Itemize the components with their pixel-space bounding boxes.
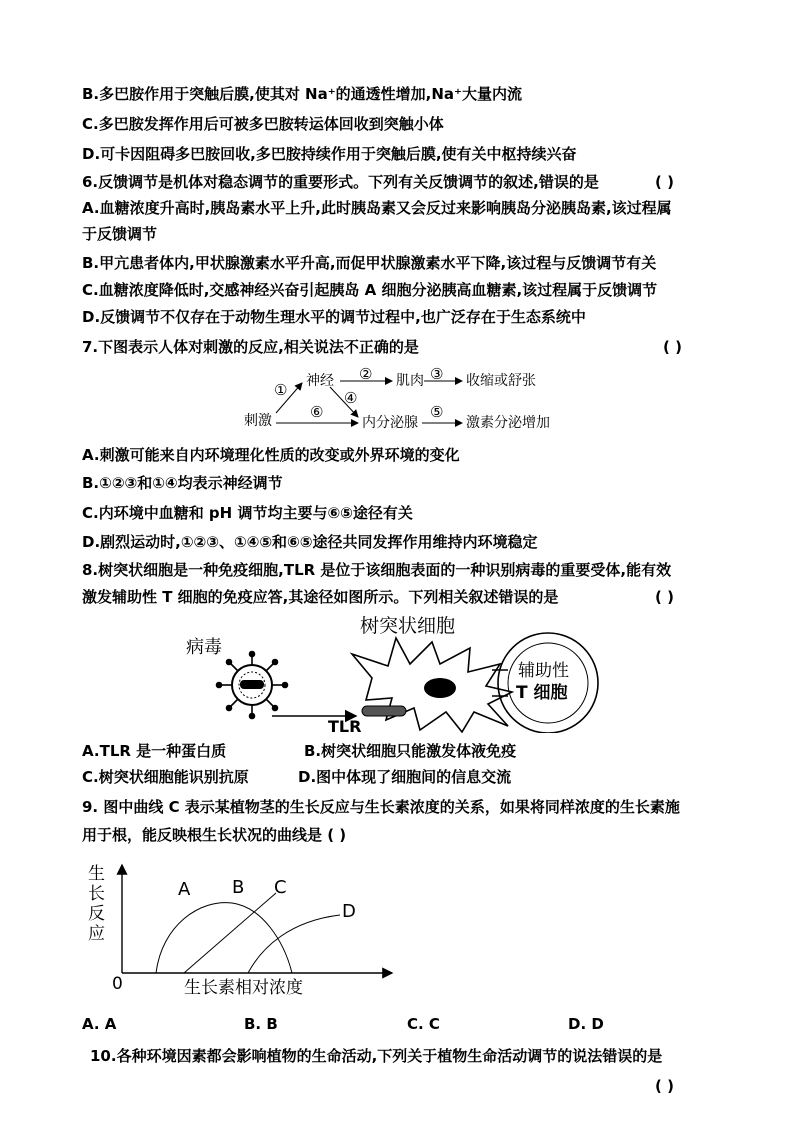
q6-answer-paren: ( ) — [655, 173, 674, 191]
curve-c-label: C — [274, 877, 287, 898]
diagram-num-6: ⑥ — [310, 403, 324, 421]
q9-option-d: D. D — [568, 1015, 604, 1033]
chart-origin: 0 — [112, 974, 123, 994]
diagram-num-2: ② — [359, 365, 373, 383]
chart-ylabel-1: 生 — [88, 864, 105, 884]
q9-auxin-curve-chart — [0, 855, 794, 1005]
q8-stem-line1: 8.树突状细胞是一种免疫细胞,TLR 是位于该细胞表面的一种识别病毒的重要受体,能有效 — [82, 561, 672, 579]
figure-tlr-label: TLR — [328, 717, 362, 733]
q8-stem-line2: 激发辅助性 T 细胞的免疫应答,其途径如图所示。下列相关叙述错误的是 — [82, 588, 559, 606]
q5-option-c: C.多巴胺发挥作用后可被多巴胺转运体回收到突触小体 — [82, 115, 444, 133]
chart-ylabel-2: 长 — [88, 884, 105, 904]
q8-option-a: A.TLR 是一种蛋白质 — [82, 742, 227, 760]
curve-d — [248, 915, 340, 973]
q7-option-a: A.刺激可能来自内环境理化性质的改变或外界环境的变化 — [82, 446, 460, 464]
q6-option-d: D.反馈调节不仅存在于动物生理水平的调节过程中,也广泛存在于生态系统中 — [82, 308, 586, 326]
diagram-num-3: ③ — [430, 365, 444, 383]
q7-reaction-diagram — [0, 355, 794, 440]
figure-helper-label-1: 辅助性 — [518, 661, 569, 681]
virus-icon — [217, 652, 288, 719]
curve-b — [184, 893, 276, 973]
q8-option-b: B.树突状细胞只能激发体液免疫 — [304, 742, 517, 760]
diagram-contract: 收缩或舒张 — [466, 373, 536, 389]
q9-option-c: C. C — [407, 1015, 440, 1033]
q8-dendritic-cell-figure — [0, 608, 794, 733]
curve-c — [232, 895, 292, 973]
q7-option-d: D.剧烈运动时,①②③、①④⑤和⑥⑤途径共同发挥作用维持内环境稳定 — [82, 533, 538, 551]
q6-option-b: B.甲亢患者体内,甲状腺激素水平升高,而促甲状腺激素水平下降,该过程与反馈调节有关 — [82, 254, 657, 272]
diagram-nerve: 神经 — [306, 373, 334, 389]
diagram-muscle: 肌肉 — [396, 373, 424, 389]
q8-answer-paren: ( ) — [655, 588, 674, 606]
q8-option-d: D.图中体现了细胞间的信息交流 — [298, 768, 512, 786]
q6-option-a: A.血糖浓度升高时,胰岛素水平上升,此时胰岛素又会反过来影响胰岛分泌胰岛素,该过程属 — [82, 199, 672, 217]
q5-option-d: D.可卡因阻碍多巴胺回收,多巴胺持续作用于突触后膜,使有关中枢持续兴奋 — [82, 145, 577, 163]
curve-d-label: D — [342, 901, 356, 922]
chart-ylabel-3: 反 — [88, 904, 105, 924]
dendritic-cell-icon — [352, 638, 512, 732]
diagram-num-1: ① — [274, 381, 288, 399]
q5-option-b: B.多巴胺作用于突触后膜,使其对 Na⁺的通透性增加,Na⁺大量内流 — [82, 85, 522, 103]
diagram-num-5: ⑤ — [430, 403, 444, 421]
q7-answer-paren: ( ) — [663, 338, 682, 356]
q9-stem-line1: 9. 图中曲线 C 表示某植物茎的生长反应与生长素浓度的关系，如果将同样浓度的生长素施 — [82, 798, 680, 816]
q6-option-a-cont: 于反馈调节 — [82, 225, 158, 243]
figure-helper-label-2: T 细胞 — [516, 683, 568, 703]
chart-ylabel-4: 应 — [88, 924, 105, 944]
curve-a-label: A — [178, 879, 191, 900]
q6-option-c: C.血糖浓度降低时,交感神经兴奋引起胰岛 A 细胞分泌胰高血糖素,该过程属于反馈调节 — [82, 281, 658, 299]
diagram-hormone: 激素分泌增加 — [466, 415, 550, 431]
diagram-stimulus: 刺激 — [244, 413, 272, 429]
diagram-num-4: ④ — [344, 389, 358, 407]
figure-dendritic-label: 树突状细胞 — [360, 615, 456, 637]
q7-stem: 7.下图表示人体对刺激的反应,相关说法不正确的是 — [82, 338, 419, 356]
q9-option-b: B. B — [244, 1015, 278, 1033]
q9-stem-line2: 用于根，能反映根生长状况的曲线是 ( ) — [82, 826, 347, 844]
q6-stem: 6.反馈调节是机体对稳态调节的重要形式。下列有关反馈调节的叙述,错误的是 — [82, 173, 599, 191]
curve-b-label: B — [232, 877, 245, 898]
diagram-gland: 内分泌腺 — [362, 415, 418, 431]
q7-option-c: C.内环境中血糖和 pH 调节均主要与⑥⑤途径有关 — [82, 504, 413, 522]
q10-answer-paren: ( ) — [655, 1077, 674, 1095]
q7-option-b: B.①②③和①④均表示神经调节 — [82, 474, 283, 492]
figure-virus-label: 病毒 — [186, 637, 222, 658]
q8-option-c: C.树突状细胞能识别抗原 — [82, 768, 249, 786]
chart-xlabel: 生长素相对浓度 — [184, 978, 303, 998]
q9-option-a: A. A — [82, 1015, 117, 1033]
q10-stem: 10.各种环境因素都会影响植物的生命活动,下列关于植物生命活动调节的说法错误的是 — [90, 1047, 663, 1065]
